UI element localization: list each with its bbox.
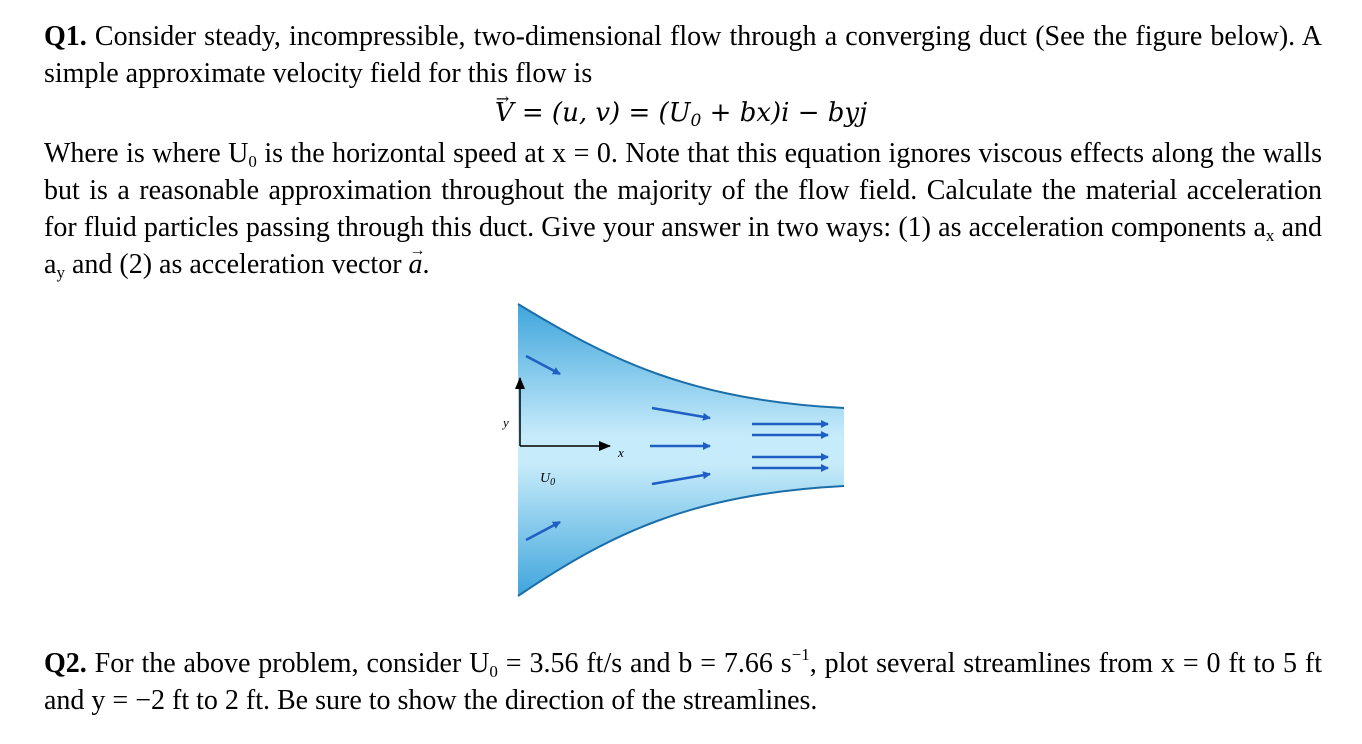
duct-fluid-region — [518, 304, 844, 596]
q2-text-a: For the above problem, consider U — [86, 648, 490, 679]
q1-body-c: and a — [44, 212, 1322, 280]
equation-subscript: 0 — [690, 111, 702, 131]
converging-duct-figure — [490, 300, 870, 604]
q1-body-d: and (2) as acceleration vector — [64, 249, 409, 280]
x-axis-label: x — [618, 445, 624, 460]
q1-body-b: is the horizontal speed at x = 0. Note that this equation ignores viscous effects along the walls but is a reasonable approximation throughout the majority of the flow field. Calculate the material acceleration for fluid particles passing through this duct. Give your answer in two ways: (1) as acceleration components a — [44, 138, 1323, 243]
q2-subscript: 0 — [489, 662, 498, 681]
q1-intro — [44, 18, 1322, 92]
velocity-equation — [0, 96, 1362, 130]
acceleration-vector-symbol: → a — [409, 246, 423, 283]
ay-subscript: y — [56, 263, 65, 282]
u0-label-sub: 0 — [550, 477, 556, 488]
ax-subscript: x — [1265, 226, 1275, 245]
equation-rest: = (u, v) = (U — [513, 98, 691, 128]
q2-text-c: , plot several streamlines from x = 0 ft to 5 ft and y = −2 ft to 2 ft. Be sure to show the direction of the streamlines. — [44, 648, 1322, 716]
q2-superscript: −1 — [791, 645, 810, 664]
q1-body — [44, 135, 1322, 283]
q1-body-e: . — [422, 249, 430, 280]
q1-body-sub: 0 — [248, 152, 257, 171]
q1-intro-text: Consider steady, incompressible, two-dimensional flow through a converging duct (See the figure below). A simple approximate velocity field for this flow is — [44, 21, 1322, 89]
q2-text — [44, 645, 1322, 719]
q1-body-a: Where is where U — [44, 138, 249, 169]
equation-tail: + bx)i − byj — [701, 98, 868, 128]
y-axis-label: y — [503, 415, 509, 430]
q2-label: Q2. — [44, 648, 87, 679]
velocity-vector-symbol: → V — [495, 96, 514, 130]
u0-label-main: U — [540, 471, 551, 486]
q1-label: Q1. — [44, 21, 87, 52]
q2-text-b: = 3.56 ft/s and b = 7.66 s — [497, 648, 792, 679]
